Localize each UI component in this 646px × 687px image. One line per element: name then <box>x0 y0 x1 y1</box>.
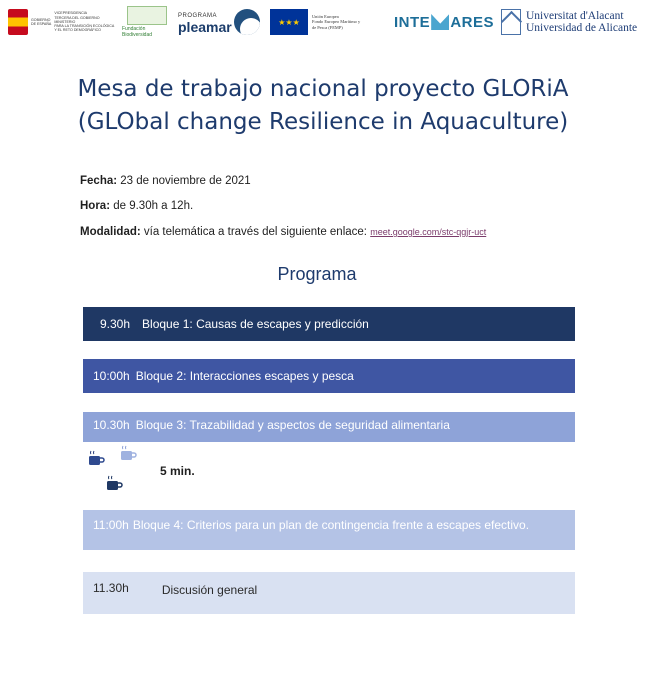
union-europea-logo: ★★★ Unión Europea Fondo Europeo Marítimo y de Pesca (FEMP) <box>270 6 388 38</box>
eu-flag-icon: ★★★ <box>270 9 308 35</box>
fecha-line: Fecha: 23 de noviembre de 2021 <box>80 175 251 187</box>
universidad-alicante-logo: Universitat d'Alacant Universidad de Alicante <box>501 6 638 38</box>
meet-link[interactable]: meet.google.com/stc-qgjr-uct <box>370 227 487 237</box>
spain-coat-of-arms-icon <box>8 9 28 35</box>
ministerio-text: VICEPRESIDENCIA TERCERA DEL GOBIERNO MINISTERIO PARA LA TRANSICIÓN ECOLÓGICA Y EL RETO DEMOGRÁFICO <box>54 11 115 33</box>
program-block-3: 10.30h Bloque 3: Trazabilidad y aspectos de seguridad alimentaria <box>83 412 575 442</box>
coffee-cup-icon <box>120 445 137 461</box>
wave-icon <box>234 9 260 35</box>
program-block-1: 9.30h Bloque 1: Causas de escapes y predicción <box>83 307 575 341</box>
ua-emblem-icon <box>501 9 521 35</box>
gobierno-espana-logo <box>8 6 120 38</box>
logo-bar <box>8 6 638 38</box>
coffee-cup-icon <box>106 475 123 491</box>
intemares-logo: INTE ARES <box>394 13 494 31</box>
page-title: Mesa de trabajo nacional proyecto GLORiA (GLObal change Resilience in Aquaculture) <box>77 76 569 135</box>
program-block-2: 10:00h Bloque 2: Interacciones escapes y pesca <box>83 359 575 393</box>
intemares-m-icon <box>431 14 449 30</box>
programa-heading: Programa <box>277 264 357 284</box>
gobierno-text: GOBIERNO DE ESPAÑA <box>31 17 52 26</box>
grass-icon <box>127 6 167 25</box>
pleamar-logo: PROGRAMA pleamar <box>178 6 268 38</box>
program-block-5: 11.30h Discusión general <box>83 572 575 614</box>
modalidad-line: Modalidad: vía telemática a través del siguiente enlace: meet.google.com/stc-qgjr-uct <box>80 226 487 238</box>
hora-line: Hora: de 9.30h a 12h. <box>80 200 194 212</box>
program-block-4: 11:00h Bloque 4: Criterios para un plan de contingencia frente a escapes efectivo. <box>83 510 575 550</box>
fundacion-biodiversidad-logo: Fundación Biodiversidad <box>122 6 172 38</box>
coffee-cup-icon <box>88 450 105 466</box>
pause-duration: 5 min. <box>160 464 195 478</box>
